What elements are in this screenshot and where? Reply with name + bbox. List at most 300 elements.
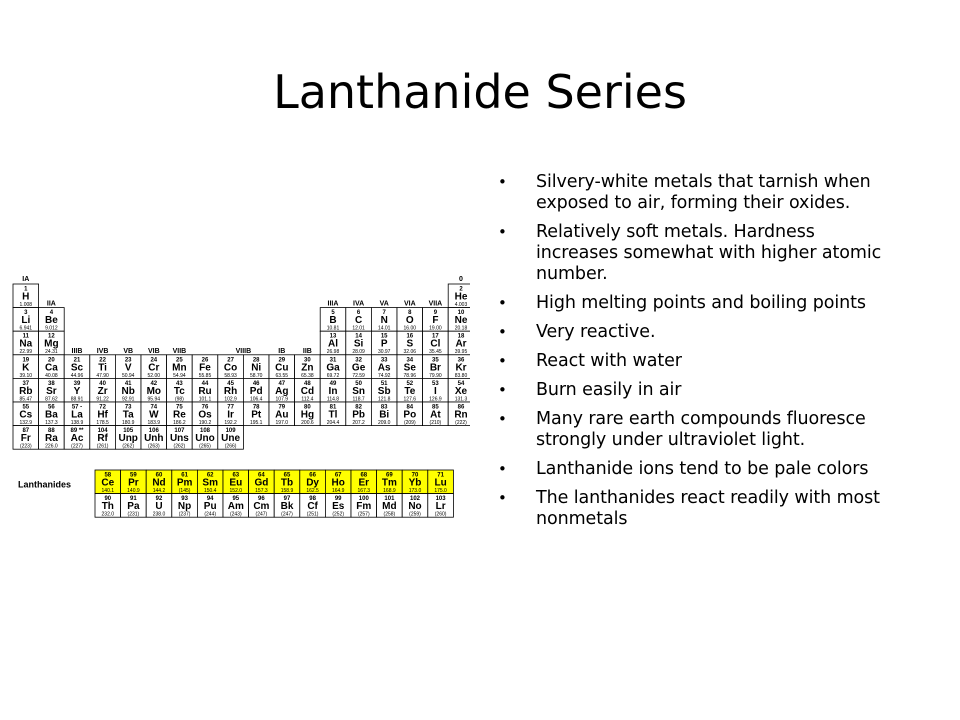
element-symbol: Pt [251, 409, 262, 421]
group-label: IVB [96, 347, 109, 355]
element-mass: (247) [255, 511, 268, 518]
lanthanide-cell [402, 470, 428, 494]
element-symbol: Ag [275, 385, 289, 397]
element-mass: 1.008 [19, 302, 33, 308]
element-number: 101 [384, 496, 395, 503]
element-symbol: Md [382, 501, 397, 513]
element-symbol: C [354, 315, 363, 327]
lanthanide-cell [351, 470, 377, 494]
lanthanide-cell [121, 470, 147, 494]
element-symbol: In [328, 385, 338, 397]
element-mass: (252) [332, 511, 345, 518]
element-cell [243, 378, 269, 402]
element-mass: 83.80 [454, 372, 468, 379]
actinide-cell [428, 494, 454, 518]
bullet-item [498, 380, 898, 401]
element-symbol: Tb [280, 477, 294, 489]
element-mass: 74.92 [377, 372, 391, 379]
element-mass: 164.9 [331, 488, 345, 494]
element-mass: 137.3 [45, 420, 58, 426]
element-cell [64, 426, 90, 450]
bullet-icon: • [498, 410, 507, 428]
element-symbol: Er [358, 477, 370, 489]
element-number: 7 [382, 310, 386, 317]
element-cell [218, 426, 244, 450]
element-mass: (98) [174, 396, 184, 403]
element-cell [39, 402, 65, 426]
element-mass: 40.08 [45, 372, 58, 379]
element-number: 18 [457, 333, 465, 340]
actinide-cell [402, 494, 428, 518]
element-cell [397, 355, 423, 379]
element-cell [346, 378, 372, 402]
lanthanide-cell [146, 470, 172, 494]
actinide-cell [300, 494, 326, 518]
element-symbol: Si [353, 338, 364, 350]
element-number: 32 [355, 357, 362, 364]
element-mass: 238.0 [152, 511, 166, 518]
element-number: 70 [411, 472, 419, 479]
element-cell [64, 378, 90, 402]
element-mass: (227) [71, 443, 83, 450]
element-number: 72 [99, 404, 106, 411]
actinide-cell [172, 494, 198, 518]
element-symbol: Ce [101, 477, 115, 489]
element-cell [141, 355, 167, 379]
element-symbol: Unh [144, 433, 164, 445]
element-number: 38 [48, 380, 55, 387]
element-mass: 132.9 [19, 420, 33, 426]
element-cell [346, 402, 372, 426]
group-label: VA [379, 300, 389, 308]
element-number: 97 [283, 496, 291, 503]
group-label: 0 [459, 276, 463, 283]
element-number: 27 [227, 357, 234, 364]
element-symbol: Sn [352, 385, 365, 397]
element-cell [320, 402, 346, 426]
bullet-text: Burn easily in air [536, 380, 682, 400]
element-symbol: Ga [326, 362, 340, 374]
element-mass: 63.55 [275, 372, 289, 379]
element-symbol: Fm [356, 501, 372, 513]
element-number: 21 [73, 357, 81, 364]
element-number: 107 [174, 428, 185, 435]
element-symbol: Mo [146, 385, 162, 397]
group-label: VIA [403, 300, 416, 308]
element-cell [397, 331, 423, 355]
element-cell [115, 378, 141, 402]
element-number: 94 [206, 496, 214, 503]
element-number: 80 [304, 404, 311, 411]
bullet-icon: • [498, 223, 507, 241]
lanthanide-cell [300, 470, 326, 494]
element-number: 87 [22, 428, 30, 435]
element-number: 40 [99, 380, 106, 387]
element-mass: 162.5 [306, 488, 319, 494]
bullet-text: Relatively soft metals. Hardness increases somewhat with higher atomic number. [536, 222, 882, 284]
bullet-text: The lanthanides react readily with most nonmetals [536, 488, 880, 529]
element-mass: 30.97 [377, 349, 391, 356]
bullet-item [498, 172, 898, 214]
element-number: 47 [278, 380, 286, 387]
element-number: 75 [176, 404, 183, 411]
element-cell [320, 308, 346, 332]
element-cell [192, 355, 218, 379]
element-symbol: Une [221, 433, 241, 445]
element-mass: 26.98 [326, 349, 340, 356]
element-cell [269, 378, 295, 402]
element-number: 6 [356, 310, 361, 317]
element-cell [115, 426, 141, 450]
element-symbol: Ti [98, 362, 107, 374]
element-number: 53 [432, 380, 439, 387]
group-label: IIIB [71, 347, 83, 355]
element-mass: 158.9 [280, 488, 294, 494]
element-symbol: Pu [203, 501, 217, 513]
element-mass: 92.91 [121, 396, 135, 403]
element-mass: 54.94 [173, 372, 186, 379]
element-cell [423, 378, 449, 402]
element-cell [115, 402, 141, 426]
element-mass: (263) [147, 443, 160, 450]
element-number: 51 [380, 380, 388, 387]
element-mass: 58.93 [224, 372, 237, 379]
bullet-icon: • [498, 381, 507, 399]
element-symbol: Tl [328, 409, 338, 421]
element-mass: 19.00 [429, 325, 442, 332]
element-symbol: Po [403, 409, 417, 421]
element-cell [371, 402, 397, 426]
element-cell [371, 308, 397, 332]
element-mass: 190.2 [198, 420, 212, 426]
element-cell [90, 426, 116, 450]
element-number: 77 [227, 404, 234, 411]
element-mass: 55.85 [198, 372, 212, 379]
element-number: 8 [408, 310, 412, 317]
element-mass: 28.09 [352, 349, 365, 356]
element-number: 102 [409, 496, 421, 503]
element-cell [167, 426, 193, 450]
element-number: 84 [406, 404, 414, 411]
element-number: 16 [406, 333, 414, 340]
element-symbol: Th [101, 501, 114, 513]
element-number: 13 [329, 333, 337, 340]
bullet-item [498, 322, 898, 343]
element-number: 37 [22, 380, 30, 387]
element-cell [346, 331, 372, 355]
element-cell [397, 402, 423, 426]
element-cell [192, 426, 218, 450]
element-number: 10 [457, 310, 465, 317]
element-mass: (259) [409, 511, 421, 518]
element-symbol: Dy [306, 477, 319, 489]
element-number: 104 [97, 428, 108, 435]
element-mass: 106.4 [249, 396, 263, 403]
element-number: 34 [406, 357, 414, 364]
element-mass: (257) [357, 511, 370, 518]
element-symbol: H [22, 291, 30, 303]
element-symbol: Cr [148, 362, 160, 374]
element-symbol: Pd [249, 385, 263, 397]
element-cell [371, 331, 397, 355]
bullet-item [498, 351, 898, 372]
element-cell [423, 331, 449, 355]
element-cell [13, 331, 39, 355]
element-symbol: Ba [45, 409, 58, 421]
element-mass: 167.3 [357, 488, 371, 494]
group-label: IIIA [327, 300, 339, 308]
element-cell [141, 426, 167, 450]
actinide-cell [377, 494, 403, 518]
element-cell [64, 402, 90, 426]
actinide-cell [95, 494, 121, 518]
element-mass: 9.012 [45, 325, 58, 332]
lanthanides-label: Lanthanides [18, 479, 72, 490]
element-mass: (251) [306, 511, 319, 518]
lanthanide-cell [223, 470, 249, 494]
element-symbol: Al [328, 338, 338, 350]
actinide-cell [274, 494, 300, 518]
element-symbol: Rf [97, 433, 108, 445]
element-mass: 10.81 [326, 325, 340, 332]
element-symbol: Kr [455, 362, 467, 374]
element-number: 5 [331, 310, 335, 317]
lanthanide-cell [274, 470, 300, 494]
element-symbol: Sc [70, 362, 84, 374]
actinide-cell [351, 494, 377, 518]
bullet-icon: • [498, 352, 507, 370]
element-number: 12 [48, 333, 55, 340]
element-number: 1 [24, 286, 28, 293]
element-symbol: U [155, 501, 163, 513]
element-mass: 4.003 [454, 302, 468, 308]
element-number: 45 [227, 380, 234, 387]
group-label: VIIA [428, 300, 443, 308]
element-cell [423, 308, 449, 332]
element-number: 63 [232, 472, 240, 479]
element-symbol: Fe [199, 362, 211, 374]
element-number: 66 [309, 472, 316, 479]
element-mass: 44.96 [70, 372, 84, 379]
element-symbol: Ca [45, 362, 58, 374]
element-symbol: Cl [430, 338, 441, 350]
element-number: 96 [258, 496, 265, 503]
element-number: 78 [252, 404, 260, 411]
element-number: 69 [386, 472, 393, 479]
element-symbol: Np [177, 501, 192, 513]
element-mass: 101.1 [198, 396, 212, 403]
element-cell [423, 355, 449, 379]
element-number: 93 [181, 496, 188, 503]
bullet-item [498, 409, 898, 451]
element-number: 83 [380, 404, 388, 411]
element-symbol: Bk [280, 501, 294, 513]
element-mass: 232.0 [101, 511, 115, 518]
actinide-cell [197, 494, 223, 518]
element-cell [243, 402, 269, 426]
element-number: 4 [49, 310, 54, 317]
element-number: 24 [150, 357, 158, 364]
element-cell [295, 378, 321, 402]
element-mass: 112.4 [301, 396, 314, 403]
bullet-text: Many rare earth compounds fluoresce strongly under ultraviolet light. [536, 409, 866, 450]
element-symbol: Cs [19, 409, 33, 421]
element-mass: 85.47 [19, 396, 33, 403]
element-mass: 140.9 [127, 488, 140, 494]
element-cell [192, 402, 218, 426]
element-cell [64, 355, 90, 379]
element-number: 29 [278, 357, 286, 364]
element-mass: 102.9 [224, 396, 237, 403]
element-symbol: Na [19, 338, 33, 350]
element-mass: 65.38 [301, 372, 314, 379]
element-symbol: Br [429, 362, 441, 374]
element-mass: 157.3 [255, 488, 268, 494]
element-mass: 16.00 [403, 325, 417, 332]
element-number: 88 [48, 428, 55, 435]
element-number: 36 [457, 357, 465, 364]
element-mass: 47.90 [96, 372, 109, 379]
element-mass: (258) [383, 511, 396, 518]
element-number: 44 [201, 380, 209, 387]
element-symbol: Os [198, 409, 212, 421]
element-cell [397, 308, 423, 332]
element-number: 91 [130, 496, 137, 503]
element-symbol: Li [21, 315, 31, 327]
element-cell [448, 355, 470, 379]
element-symbol: O [405, 315, 414, 327]
element-number: 79 [278, 404, 286, 411]
element-symbol: Ge [351, 362, 366, 374]
element-symbol: At [430, 409, 441, 421]
element-cell [13, 284, 39, 308]
element-mass: (247) [281, 511, 293, 518]
element-number: 65 [283, 472, 291, 479]
element-cell [218, 355, 244, 379]
bullet-icon: • [498, 460, 507, 478]
element-symbol: La [71, 409, 83, 421]
element-cell [295, 402, 321, 426]
element-cell [320, 331, 346, 355]
element-number: 76 [201, 404, 209, 411]
element-mass: 197.0 [275, 420, 289, 426]
element-symbol: Ac [70, 433, 84, 445]
element-symbol: Cu [275, 362, 289, 374]
element-number: 67 [334, 472, 342, 479]
bullet-text: Silvery-white metals that tarnish when exposed to air, forming their oxides. [536, 172, 871, 213]
group-label: VIB [147, 347, 160, 355]
element-mass: 192.2 [224, 420, 237, 426]
element-cell [167, 402, 193, 426]
element-symbol: Re [173, 409, 186, 421]
element-symbol: As [377, 362, 391, 374]
element-mass: 152.0 [229, 488, 243, 494]
element-mass: (261) [96, 443, 109, 450]
element-symbol: Hg [300, 409, 315, 421]
element-mass: (210) [429, 420, 442, 426]
element-symbol: Pm [176, 477, 193, 489]
element-cell [13, 402, 39, 426]
element-mass: 175.0 [434, 488, 447, 494]
element-number: 52 [406, 380, 414, 387]
element-number: 86 [457, 404, 465, 411]
actinide-cell [146, 494, 172, 518]
element-mass: 12.01 [352, 325, 365, 332]
element-symbol: B [329, 315, 337, 327]
element-symbol: Es [332, 501, 345, 513]
element-mass: 183.9 [147, 420, 161, 426]
element-symbol: Fr [20, 433, 31, 445]
element-number: 2 [459, 286, 463, 293]
element-symbol: Cd [300, 385, 315, 397]
element-symbol: Rb [19, 385, 33, 397]
element-mass: 39.10 [19, 372, 33, 379]
element-cell [39, 355, 65, 379]
lanthanide-cell [95, 470, 121, 494]
bullet-item [498, 222, 898, 285]
element-mass: 52.00 [147, 372, 161, 379]
element-symbol: Cf [307, 501, 318, 513]
element-cell [448, 308, 470, 332]
element-number: 30 [304, 357, 311, 364]
element-symbol: Ho [331, 477, 345, 489]
bullet-icon: • [498, 294, 507, 312]
element-cell [13, 426, 39, 450]
element-mass: 39.95 [454, 349, 468, 356]
bullet-icon: • [498, 173, 507, 191]
element-cell [13, 355, 39, 379]
element-number: 82 [355, 404, 362, 411]
element-mass: 22.99 [19, 349, 33, 356]
element-symbol: No [408, 501, 422, 513]
element-cell [39, 426, 65, 450]
element-number: 39 [73, 380, 81, 387]
lanthanide-cell [325, 470, 351, 494]
element-number: 28 [252, 357, 260, 364]
element-symbol: Cm [253, 501, 270, 513]
element-mass: 88.91 [70, 396, 84, 403]
element-symbol: Te [404, 385, 416, 397]
element-symbol: Be [45, 315, 58, 327]
element-mass: 204.4 [326, 420, 340, 426]
element-mass: 50.94 [121, 372, 135, 379]
element-symbol: Pa [127, 501, 140, 513]
element-mass: (145) [178, 488, 191, 494]
element-number: 89 ** [70, 428, 84, 435]
element-mass: 118.7 [352, 396, 365, 403]
element-symbol: Nb [121, 385, 135, 397]
element-number: 90 [104, 496, 112, 503]
element-number: 19 [22, 357, 30, 364]
actinide-cell [249, 494, 275, 518]
element-mass: 209.0 [377, 420, 391, 426]
element-symbol: Au [275, 409, 289, 421]
element-symbol: Ir [227, 409, 234, 421]
element-symbol: W [149, 409, 159, 421]
element-symbol: Gd [254, 477, 269, 489]
element-number: 54 [457, 380, 465, 387]
element-symbol: Ne [454, 315, 468, 327]
element-mass: 95.94 [147, 396, 161, 403]
actinide-cell [325, 494, 351, 518]
element-mass: 178.5 [96, 420, 109, 426]
element-mass: 131.3 [454, 396, 468, 403]
element-number: 74 [150, 404, 158, 411]
element-number: 92 [155, 496, 163, 503]
element-number: 108 [199, 428, 211, 435]
element-symbol: Xe [454, 385, 468, 397]
element-symbol: Rh [223, 385, 238, 397]
